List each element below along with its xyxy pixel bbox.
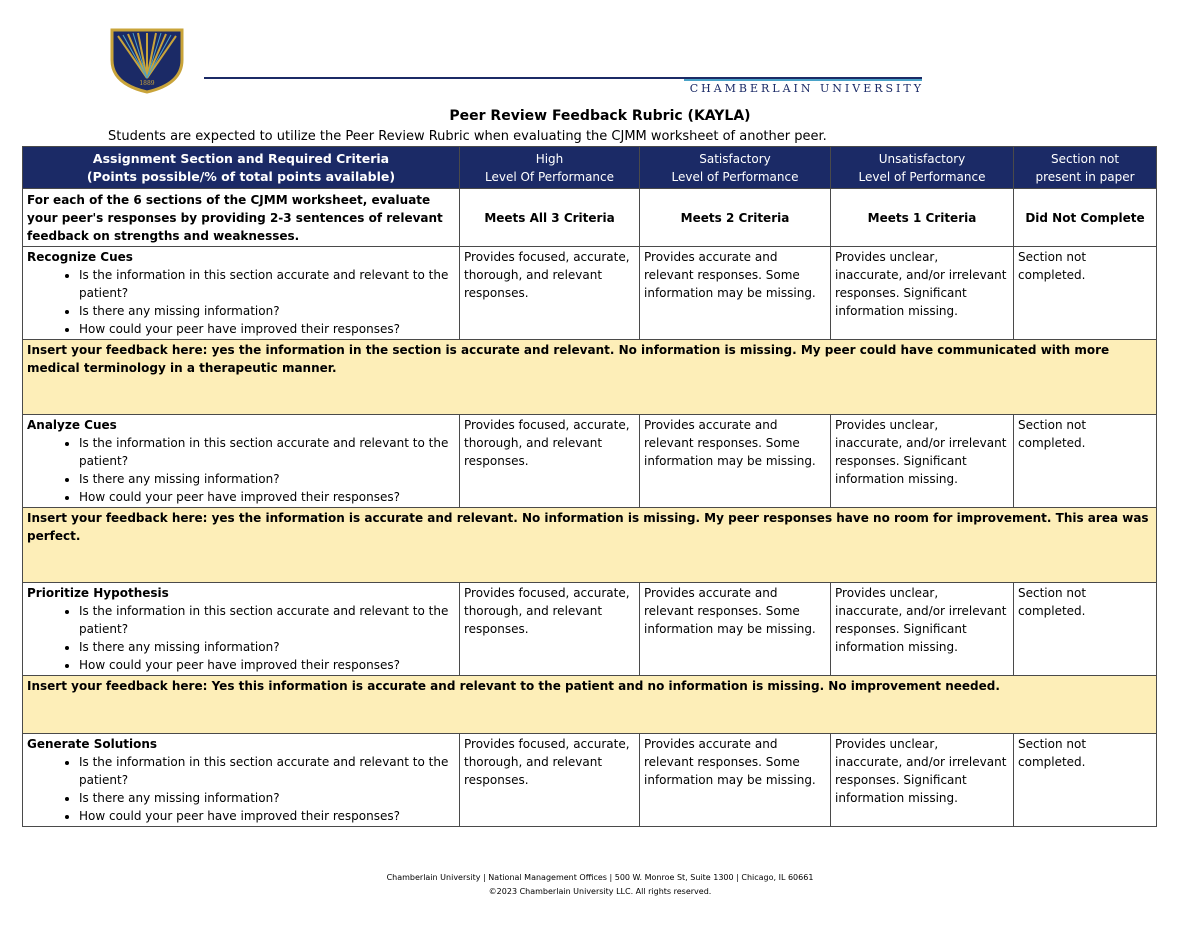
level-unsatisfactory: Provides unclear, inaccurate, and/or irrelevant responses. Significant information missing.	[831, 583, 1014, 676]
level-satisfactory: Provides accurate and relevant responses. Some information may be missing.	[640, 583, 831, 676]
header-not-present: Section not present in paper	[1014, 147, 1157, 189]
criteria-item: • How could your peer have improved their responses?	[79, 807, 455, 825]
level-high: Provides focused, accurate, thorough, and relevant responses.	[460, 247, 640, 340]
level-satisfactory: Provides accurate and relevant responses. Some information may be missing.	[640, 734, 831, 827]
criteria-item: • Is there any missing information?	[79, 789, 455, 807]
section-criteria	[23, 415, 460, 508]
section-title: Analyze Cues	[27, 418, 117, 432]
header-satisfactory: Satisfactory Level of Performance	[640, 147, 831, 189]
intro-row-satisfactory: Meets 2 Criteria	[640, 189, 831, 247]
criteria-item: • Is the information in this section accurate and relevant to the patient?	[79, 753, 455, 789]
header-unsatisfactory: Unsatisfactory Level of Performance	[831, 147, 1014, 189]
section-criteria	[23, 583, 460, 676]
feedback-row	[23, 676, 1157, 734]
logo-year: 1889	[139, 80, 155, 87]
header-accent-rule	[684, 79, 922, 81]
level-high: Provides focused, accurate, thorough, and relevant responses.	[460, 415, 640, 508]
rubric-table	[22, 146, 1157, 827]
level-unsatisfactory: Provides unclear, inaccurate, and/or irrelevant responses. Significant information missing.	[831, 734, 1014, 827]
feedback-text[interactable]: Insert your feedback here: Yes this information is accurate and relevant to the patient and no information is missing. No improvement needed.	[23, 676, 1157, 734]
chamberlain-shield-logo	[108, 28, 186, 94]
section-row	[23, 734, 1157, 827]
section-title: Recognize Cues	[27, 250, 133, 264]
level-high: Provides focused, accurate, thorough, and relevant responses.	[460, 583, 640, 676]
feedback-row	[23, 508, 1157, 583]
page-title: Peer Review Feedback Rubric (KAYLA)	[449, 108, 751, 124]
section-title: Generate Solutions	[27, 737, 158, 751]
header-row	[23, 147, 1157, 189]
university-name: CHAMBERLAIN UNIVERSITY	[689, 82, 924, 95]
intro-row-not-present: Did Not Complete	[1014, 189, 1157, 247]
footer-copyright: ©2023 Chamberlain University LLC. All rights reserved.	[488, 887, 712, 896]
feedback-row	[23, 340, 1157, 415]
intro-row	[23, 189, 1157, 247]
level-high: Provides focused, accurate, thorough, and relevant responses.	[460, 734, 640, 827]
section-criteria	[23, 247, 460, 340]
level-not-present: Section not completed.	[1014, 583, 1157, 676]
criteria-item: • How could your peer have improved their responses?	[79, 656, 455, 674]
feedback-text[interactable]: Insert your feedback here: yes the information is accurate and relevant. No information is missing. My peer responses have no room for improvement. This area was perfect.	[23, 508, 1157, 583]
level-satisfactory: Provides accurate and relevant responses. Some information may be missing.	[640, 415, 831, 508]
criteria-item: • Is the information in this section accurate and relevant to the patient?	[79, 434, 455, 470]
criteria-item: • Is the information in this section accurate and relevant to the patient?	[79, 602, 455, 638]
feedback-text[interactable]: Insert your feedback here: yes the information in the section is accurate and relevant. No information is missing. My peer could have communicated with more medical terminology in a therapeutic manner.	[23, 340, 1157, 415]
criteria-item: • Is there any missing information?	[79, 470, 455, 488]
footer-address: Chamberlain University | National Management Offices | 500 W. Monroe St, Suite 1300 | Chicago, IL 60661	[386, 873, 814, 882]
criteria-item: • Is there any missing information?	[79, 302, 455, 320]
section-row	[23, 247, 1157, 340]
intro-row-text: For each of the 6 sections of the CJMM worksheet, evaluate your peer's responses by providing 2-3 sentences of relevant feedback on strengths and weaknesses.	[23, 189, 460, 247]
criteria-item: • How could your peer have improved their responses?	[79, 488, 455, 506]
intro-text: Students are expected to utilize the Peer Review Rubric when evaluating the CJMM worksheet of another peer.	[108, 129, 827, 144]
level-not-present: Section not completed.	[1014, 247, 1157, 340]
criteria-item: • Is there any missing information?	[79, 638, 455, 656]
section-criteria	[23, 734, 460, 827]
level-unsatisfactory: Provides unclear, inaccurate, and/or irrelevant responses. Significant information missing.	[831, 247, 1014, 340]
level-satisfactory: Provides accurate and relevant responses. Some information may be missing.	[640, 247, 831, 340]
criteria-item: • Is the information in this section accurate and relevant to the patient?	[79, 266, 455, 302]
section-row	[23, 415, 1157, 508]
level-unsatisfactory: Provides unclear, inaccurate, and/or irrelevant responses. Significant information missing.	[831, 415, 1014, 508]
level-not-present: Section not completed.	[1014, 734, 1157, 827]
header-criteria: Assignment Section and Required Criteria (Points possible/% of total points available)	[23, 147, 460, 189]
intro-row-high: Meets All 3 Criteria	[460, 189, 640, 247]
header-high: High Level Of Performance	[460, 147, 640, 189]
section-row	[23, 583, 1157, 676]
criteria-item: • How could your peer have improved their responses?	[79, 320, 455, 338]
section-title: Prioritize Hypothesis	[27, 586, 169, 600]
intro-row-unsatisfactory: Meets 1 Criteria	[831, 189, 1014, 247]
level-not-present: Section not completed.	[1014, 415, 1157, 508]
